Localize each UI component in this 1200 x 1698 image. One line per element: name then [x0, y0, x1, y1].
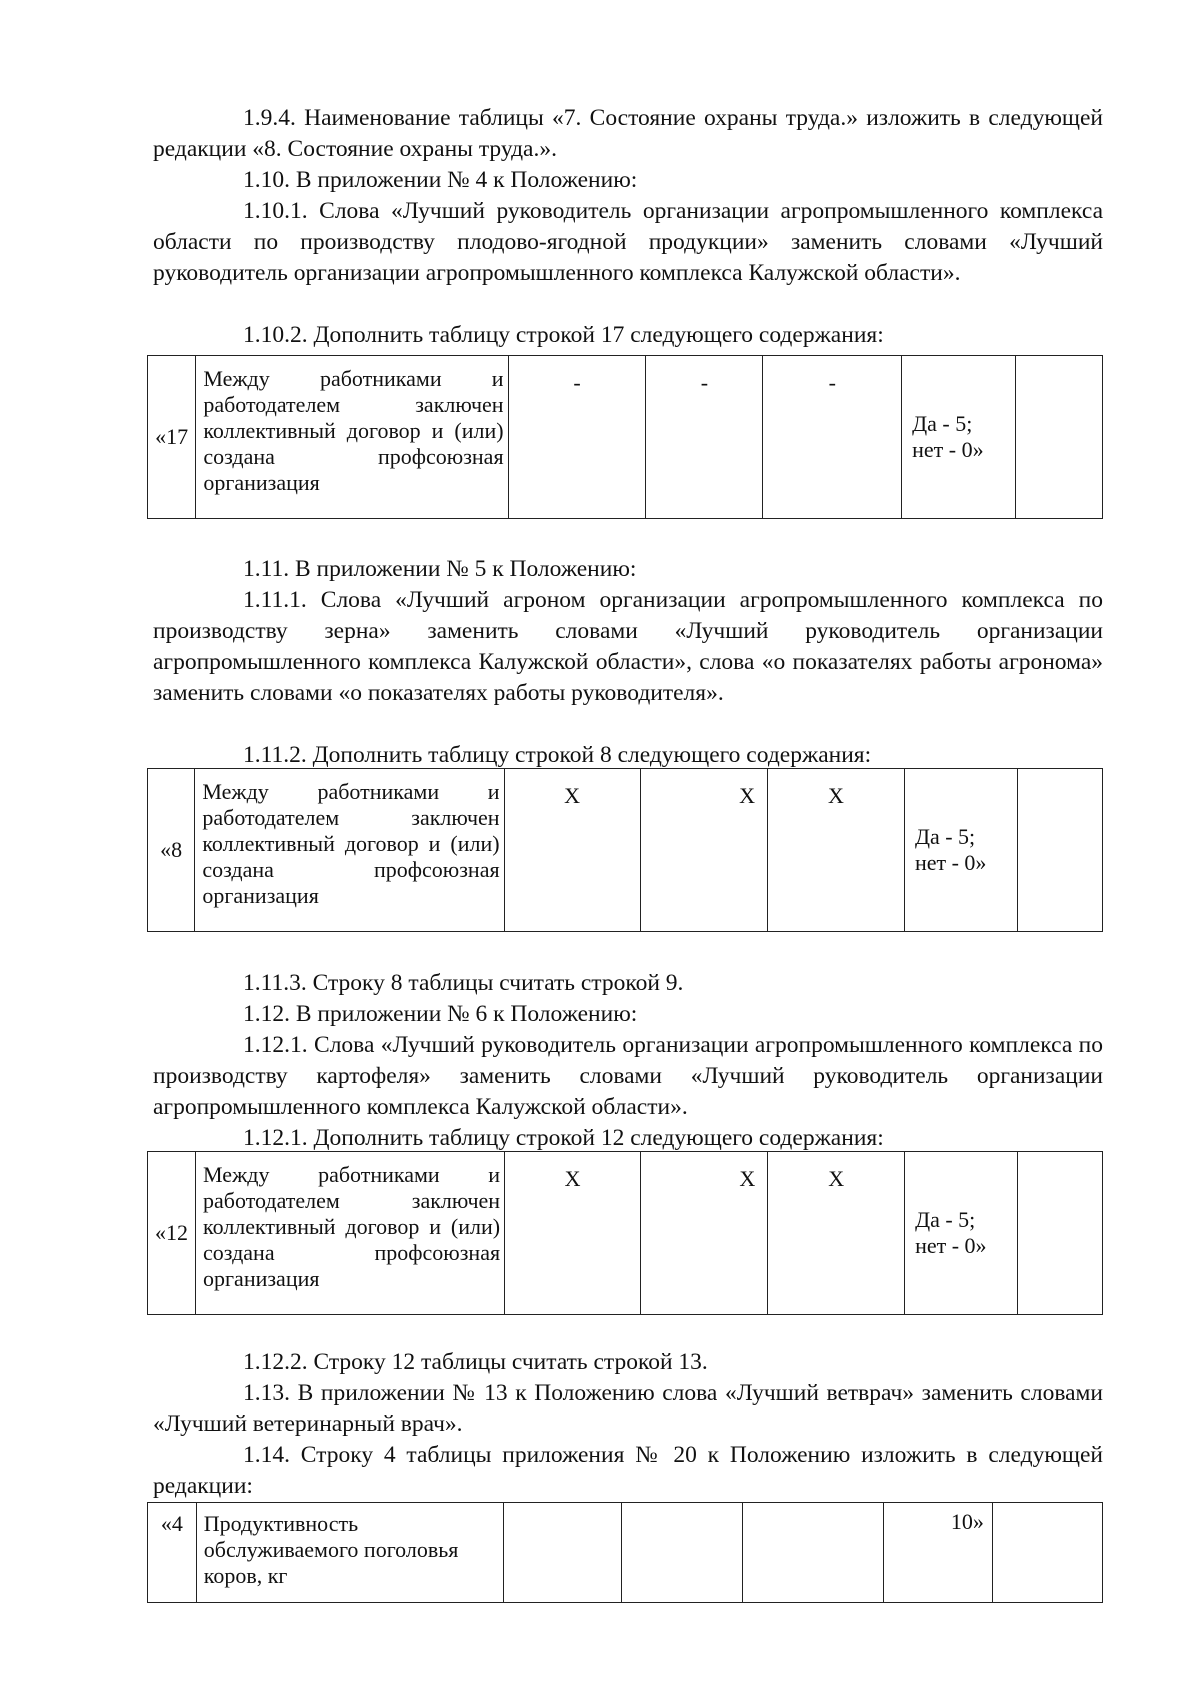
- row-value: 10»: [884, 1503, 992, 1603]
- empty-cell: [1017, 769, 1102, 932]
- row-mark: X: [768, 769, 905, 932]
- paragraph-1-10: 1.10. В приложении № 4 к Положению:: [243, 167, 638, 193]
- row-number: «8: [148, 769, 195, 932]
- paragraph-1-12: 1.12. В приложении № 6 к Положению:: [243, 1001, 638, 1027]
- score-no: нет - 0»: [912, 437, 984, 462]
- paragraph-1-11-2: 1.11.2. Дополнить таблицу строкой 8 следующего содержания:: [243, 742, 872, 768]
- row-score: [902, 356, 1016, 519]
- empty-cell: [621, 1503, 742, 1603]
- row-number: «17: [148, 356, 196, 519]
- row-mark: -: [508, 356, 646, 519]
- row-mark: X: [504, 769, 640, 932]
- paragraph-1-12-2: 1.12.2. Строку 12 таблицы считать строкой 13.: [243, 1349, 708, 1375]
- table-row: [148, 1503, 1103, 1603]
- score-yes: Да - 5;: [912, 411, 973, 436]
- empty-cell: [503, 1503, 621, 1603]
- row-mark: -: [763, 356, 902, 519]
- score-yes: Да - 5;: [915, 1207, 976, 1232]
- score-no: нет - 0»: [915, 1233, 987, 1258]
- paragraph-1-11-1: 1.11.1. Слова «Лучший агроном организации агропромышленного комплекса по производству зерна» заменить словами «Лучший руководитель организации агропромышленного комплекса Калужской области», слова «о показателях работы агронома» заменить словами «о показателях работы руководителя».: [153, 587, 1103, 706]
- paragraph-1-11-3: 1.11.3. Строку 8 таблицы считать строкой 9.: [243, 970, 684, 996]
- row-number: «12: [148, 1152, 196, 1315]
- row-description: Между работниками и работодателем заключен коллективный договор и (или) создана профсоюзная организация: [196, 1152, 505, 1315]
- row-mark: X: [768, 1152, 905, 1315]
- empty-cell: [1017, 1152, 1102, 1315]
- empty-cell: [742, 1503, 884, 1603]
- row-description: Между работниками и работодателем заключен коллективный договор и (или) создана профсоюзная организация: [196, 356, 508, 519]
- table-row-12: [147, 1151, 1103, 1315]
- row-mark: -: [646, 356, 763, 519]
- paragraph-1-14: 1.14. Строку 4 таблицы приложения № 20 к Положению изложить в следующей редакции:: [153, 1442, 1103, 1499]
- paragraph-1-10-1: 1.10.1. Слова «Лучший руководитель организации агропромышленного комплекса области по производству плодово-ягодной продукции» заменить словами «Лучший руководитель организации агропромышленного комплекса Калужской области».: [153, 198, 1103, 286]
- table-row-8: [147, 768, 1103, 932]
- paragraph-1-12-1-add: 1.12.1. Дополнить таблицу строкой 12 следующего содержания:: [243, 1125, 884, 1151]
- table-row: [148, 1152, 1103, 1315]
- row-score: [905, 1152, 1018, 1315]
- paragraph-1-10-2: 1.10.2. Дополнить таблицу строкой 17 следующего содержания:: [243, 322, 884, 348]
- row-description: Продуктивность обслуживаемого поголовья коров, кг: [196, 1503, 503, 1603]
- paragraph-1-9-4: 1.9.4. Наименование таблицы «7. Состояние охраны труда.» изложить в следующей редакции «8. Состояние охраны труда.».: [153, 105, 1103, 162]
- table-row: [148, 769, 1103, 932]
- score-no: нет - 0»: [914, 850, 987, 875]
- row-number: «4: [148, 1503, 197, 1603]
- row-mark: X: [505, 1152, 641, 1315]
- row-score: [904, 769, 1017, 932]
- row-mark: X: [640, 769, 767, 932]
- score-yes: Да - 5;: [914, 824, 976, 849]
- paragraph-1-11: 1.11. В приложении № 5 к Положению:: [243, 556, 637, 582]
- paragraph-1-13: 1.13. В приложении № 13 к Положению слова «Лучший ветврач» заменить словами «Лучший ветеринарный врач».: [153, 1380, 1103, 1437]
- empty-cell: [1016, 356, 1103, 519]
- table-row-4: [147, 1502, 1103, 1603]
- empty-cell: [992, 1503, 1102, 1603]
- table-row-17: [147, 355, 1103, 519]
- table-row: [148, 356, 1103, 519]
- row-description: Между работниками и работодателем заключен коллективный договор и (или) создана профсоюзная организация: [195, 769, 504, 932]
- paragraph-1-12-1: 1.12.1. Слова «Лучший руководитель организации агропромышленного комплекса по производству картофеля» заменить словами «Лучший руководитель организации агропромышленного комплекса Калужской области».: [153, 1032, 1103, 1120]
- row-mark: X: [640, 1152, 767, 1315]
